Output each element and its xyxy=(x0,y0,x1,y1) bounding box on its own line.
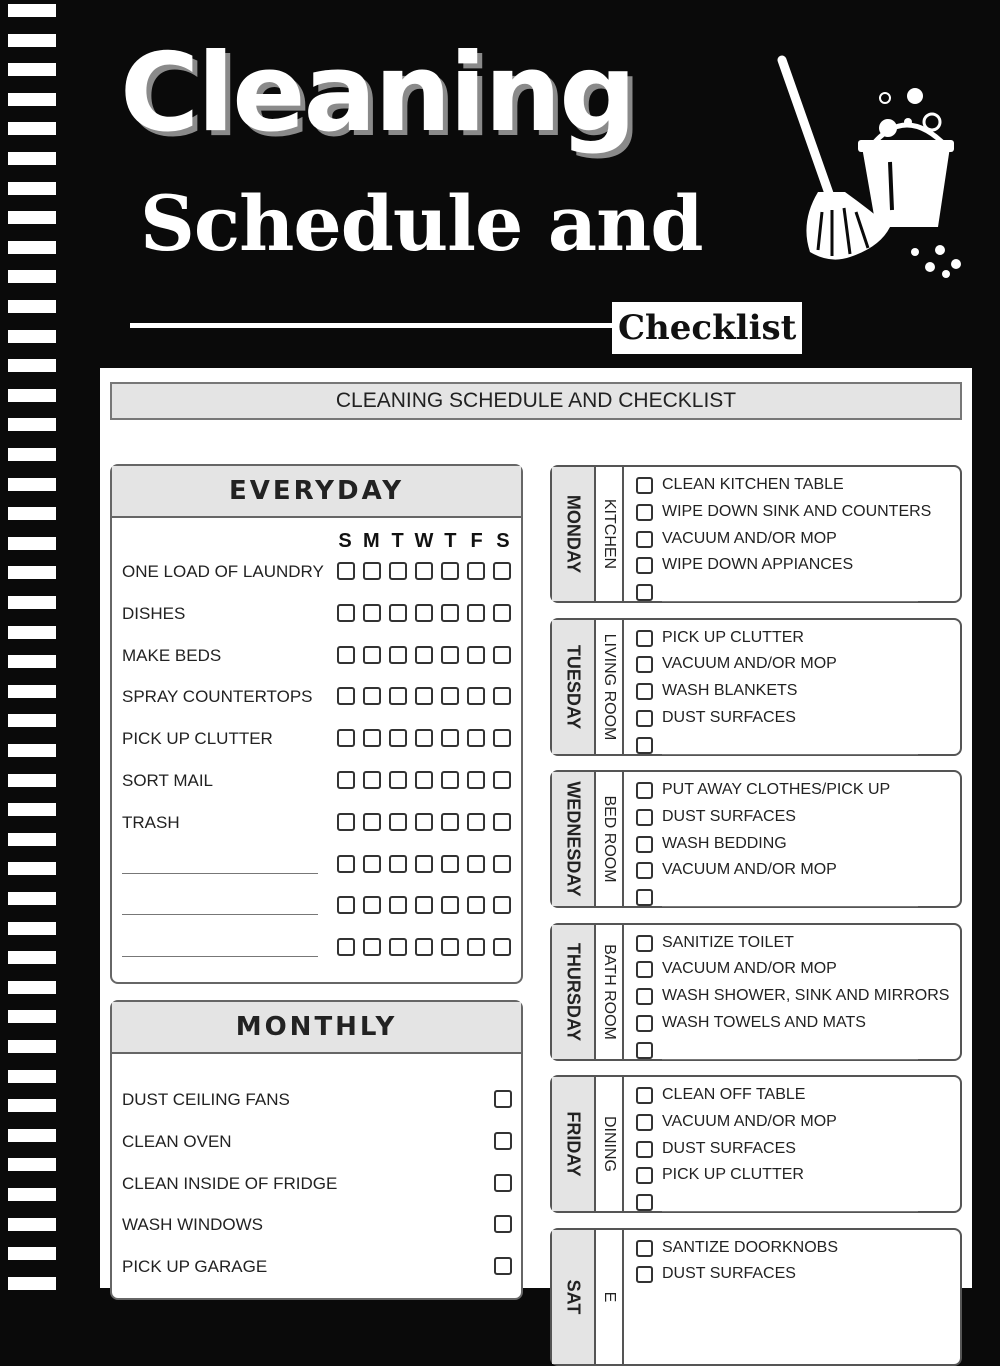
spiral-ring xyxy=(8,1099,56,1112)
checkbox[interactable] xyxy=(493,687,511,705)
room-task xyxy=(636,502,956,524)
room-task xyxy=(636,834,956,856)
checkbox[interactable] xyxy=(494,1090,512,1108)
task-label: PICK UP CLUTTER xyxy=(662,628,804,646)
task-label: DUST SURFACES xyxy=(662,1139,796,1157)
task-label: WIPE DOWN SINK AND COUNTERS xyxy=(662,502,932,520)
checkbox[interactable] xyxy=(467,562,485,580)
everyday-row xyxy=(122,727,517,753)
day-checkboxes xyxy=(337,687,511,705)
room-label-column xyxy=(596,1077,624,1211)
spiral-ring xyxy=(8,122,56,135)
checkbox[interactable] xyxy=(363,771,381,789)
checkbox[interactable] xyxy=(389,687,407,705)
checkbox[interactable] xyxy=(363,687,381,705)
checkbox[interactable] xyxy=(636,710,653,727)
room-label: DINING xyxy=(601,1116,618,1172)
checkbox[interactable] xyxy=(337,646,355,664)
day-label: SAT xyxy=(563,1279,584,1314)
room-task xyxy=(636,529,956,551)
task-label: DISHES xyxy=(122,603,186,623)
spiral-ring xyxy=(8,330,56,343)
checkbox[interactable] xyxy=(493,938,511,956)
checkbox[interactable] xyxy=(467,813,485,831)
spiral-ring xyxy=(8,4,56,17)
checkbox[interactable] xyxy=(467,646,485,664)
checkbox[interactable] xyxy=(363,813,381,831)
room-task xyxy=(636,1139,956,1161)
checkbox[interactable] xyxy=(415,562,433,580)
spiral-ring xyxy=(8,833,56,846)
blank-line xyxy=(662,906,918,907)
checkbox[interactable] xyxy=(467,729,485,747)
spiral-ring xyxy=(8,714,56,727)
day-checkboxes xyxy=(337,646,511,664)
everyday-row xyxy=(122,853,517,879)
day-panel-wednesday xyxy=(550,770,962,908)
room-label-column xyxy=(596,925,624,1059)
day-panel-thursday xyxy=(550,923,962,1061)
spiral-ring xyxy=(8,537,56,550)
weekday-letter: S xyxy=(338,530,352,552)
checkbox[interactable] xyxy=(636,782,653,799)
checkbox[interactable] xyxy=(636,862,653,879)
task-label: WASH BLANKETS xyxy=(662,682,798,700)
task-label: PICK UP GARAGE xyxy=(122,1257,268,1277)
checkbox[interactable] xyxy=(415,938,433,956)
weekday-header xyxy=(334,530,514,553)
day-panel-friday xyxy=(550,1075,962,1213)
cover-subtitle: Schedule and xyxy=(140,179,703,268)
checkbox[interactable] xyxy=(467,604,485,622)
checkbox[interactable] xyxy=(337,687,355,705)
day-checkboxes xyxy=(337,604,511,622)
checkbox[interactable] xyxy=(441,896,459,914)
sheet-title: CLEANING SCHEDULE AND CHECKLIST xyxy=(110,382,962,420)
checkbox[interactable] xyxy=(636,504,653,521)
spiral-ring xyxy=(8,241,56,254)
checkbox[interactable] xyxy=(441,646,459,664)
task-label: MAKE BEDS xyxy=(122,645,222,665)
checkbox[interactable] xyxy=(636,737,653,754)
cover-title: Cleaning xyxy=(120,31,635,156)
task-label: PICK UP CLUTTER xyxy=(662,1166,804,1184)
monthly-row xyxy=(122,1172,517,1198)
checkbox[interactable] xyxy=(636,656,653,673)
checkbox[interactable] xyxy=(337,729,355,747)
room-task xyxy=(636,887,956,909)
room-label: LIVING ROOM xyxy=(601,633,618,740)
day-label: TUESDAY xyxy=(563,644,584,729)
checkbox[interactable] xyxy=(337,771,355,789)
checkbox[interactable] xyxy=(441,813,459,831)
checkbox[interactable] xyxy=(467,896,485,914)
spiral-ring xyxy=(8,655,56,668)
checkbox[interactable] xyxy=(467,771,485,789)
room-task xyxy=(636,1238,956,1260)
checkbox[interactable] xyxy=(337,896,355,914)
spiral-ring xyxy=(8,922,56,935)
spiral-ring xyxy=(8,507,56,520)
checkbox[interactable] xyxy=(636,531,653,548)
checkbox[interactable] xyxy=(389,729,407,747)
everyday-row xyxy=(122,769,517,795)
spiral-ring xyxy=(8,359,56,372)
checkbox[interactable] xyxy=(415,729,433,747)
checkbox[interactable] xyxy=(415,604,433,622)
blank-line xyxy=(122,914,318,915)
day-checkboxes xyxy=(337,896,511,914)
day-label-column xyxy=(552,1230,596,1364)
room-task xyxy=(636,628,956,650)
room-task xyxy=(636,986,956,1008)
task-label: SANITIZE TOILET xyxy=(662,933,794,951)
monthly-row xyxy=(122,1130,517,1156)
blank-line xyxy=(662,754,918,755)
spiral-ring xyxy=(8,1277,56,1290)
everyday-row xyxy=(122,685,517,711)
room-task xyxy=(636,735,956,757)
checkbox[interactable] xyxy=(493,562,511,580)
spiral-ring xyxy=(8,626,56,639)
spiral-ring xyxy=(8,270,56,283)
room-label: E xyxy=(601,1291,618,1302)
day-label-column xyxy=(552,467,596,601)
checkbox[interactable] xyxy=(493,646,511,664)
checkbox[interactable] xyxy=(389,771,407,789)
checkbox[interactable] xyxy=(363,646,381,664)
day-checkboxes xyxy=(337,729,511,747)
checkbox[interactable] xyxy=(363,855,381,873)
monthly-panel xyxy=(110,1000,523,1300)
checkbox[interactable] xyxy=(441,771,459,789)
spiral-ring xyxy=(8,1188,56,1201)
checkbox[interactable] xyxy=(389,896,407,914)
checkbox[interactable] xyxy=(415,771,433,789)
task-label: VACUUM AND/OR MOP xyxy=(662,1112,837,1130)
room-task xyxy=(636,1165,956,1187)
checkbox[interactable] xyxy=(636,809,653,826)
spiral-ring xyxy=(8,93,56,106)
monthly-heading: MONTHLY xyxy=(112,1002,521,1054)
blank-line xyxy=(662,601,918,602)
checkbox[interactable] xyxy=(441,729,459,747)
spiral-ring xyxy=(8,981,56,994)
spiral-ring xyxy=(8,211,56,224)
room-label: BED ROOM xyxy=(601,795,618,883)
checkbox[interactable] xyxy=(389,562,407,580)
checkbox[interactable] xyxy=(636,630,653,647)
checkbox[interactable] xyxy=(389,604,407,622)
room-task xyxy=(636,933,956,955)
everyday-row xyxy=(122,894,517,920)
task-label: DUST SURFACES xyxy=(662,807,796,825)
checkbox[interactable] xyxy=(636,683,653,700)
day-panel-sat xyxy=(550,1228,962,1366)
task-label: WASH SHOWER, SINK AND MIRRORS xyxy=(662,987,950,1005)
checkbox[interactable] xyxy=(494,1215,512,1233)
day-label: FRIDAY xyxy=(563,1111,584,1177)
everyday-row xyxy=(122,560,517,586)
checkbox[interactable] xyxy=(636,836,653,853)
room-task xyxy=(636,555,956,577)
spiral-ring xyxy=(8,744,56,757)
checkbox[interactable] xyxy=(636,1194,653,1211)
checklist-tag: Checklist xyxy=(612,302,802,354)
spiral-ring xyxy=(8,448,56,461)
weekday-letter: M xyxy=(362,530,380,552)
day-checkboxes xyxy=(337,855,511,873)
task-label: DUST SURFACES xyxy=(662,708,796,726)
checkbox[interactable] xyxy=(467,687,485,705)
spiral-ring xyxy=(8,478,56,491)
day-checkboxes xyxy=(337,562,511,580)
task-label: ONE LOAD OF LAUNDRY xyxy=(122,562,324,581)
room-task xyxy=(636,654,956,676)
room-task xyxy=(636,1085,956,1107)
task-label: CLEAN INSIDE OF FRIDGE xyxy=(122,1173,338,1193)
checkbox[interactable] xyxy=(636,557,653,574)
day-label-column xyxy=(552,925,596,1059)
room-label-column xyxy=(596,1230,624,1364)
room-task xyxy=(636,959,956,981)
checkbox[interactable] xyxy=(441,604,459,622)
checkbox[interactable] xyxy=(493,813,511,831)
spiral-ring xyxy=(8,1129,56,1142)
checkbox[interactable] xyxy=(337,855,355,873)
checkbox[interactable] xyxy=(415,813,433,831)
task-label: TRASH xyxy=(122,812,180,832)
everyday-row xyxy=(122,936,517,962)
day-checkboxes xyxy=(337,771,511,789)
day-label: WEDNESDAY xyxy=(563,781,584,897)
mop-bucket-icon xyxy=(770,52,970,282)
task-label: SORT MAIL xyxy=(122,771,214,790)
monthly-row xyxy=(122,1088,517,1114)
spiral-ring xyxy=(8,1218,56,1231)
spiral-ring xyxy=(8,1247,56,1260)
room-task xyxy=(636,1112,956,1134)
checkbox[interactable] xyxy=(493,896,511,914)
checkbox[interactable] xyxy=(493,604,511,622)
divider-line xyxy=(130,323,620,328)
room-task xyxy=(636,807,956,829)
spiral-ring xyxy=(8,862,56,875)
checkbox[interactable] xyxy=(636,1141,653,1158)
checkbox[interactable] xyxy=(415,687,433,705)
monthly-row xyxy=(122,1213,517,1239)
checkbox[interactable] xyxy=(636,988,653,1005)
spiral-ring xyxy=(8,685,56,698)
checkbox[interactable] xyxy=(467,855,485,873)
day-label-column xyxy=(552,1077,596,1211)
checkbox[interactable] xyxy=(636,1240,653,1257)
room-task xyxy=(636,780,956,802)
checkbox[interactable] xyxy=(636,584,653,601)
checkbox[interactable] xyxy=(494,1257,512,1275)
checkbox[interactable] xyxy=(636,889,653,906)
spiral-ring xyxy=(8,63,56,76)
weekday-letter: T xyxy=(391,530,404,552)
spiral-ring xyxy=(8,596,56,609)
checkbox[interactable] xyxy=(636,1087,653,1104)
blank-line xyxy=(122,873,318,874)
room-task xyxy=(636,582,956,604)
task-label: VACUUM AND/OR MOP xyxy=(662,960,837,978)
checkbox[interactable] xyxy=(494,1132,512,1150)
room-label-column xyxy=(596,620,624,754)
checkbox[interactable] xyxy=(415,646,433,664)
room-label: KITCHEN xyxy=(601,498,618,570)
checkbox[interactable] xyxy=(441,687,459,705)
day-label: THURSDAY xyxy=(563,942,584,1041)
checkbox[interactable] xyxy=(441,562,459,580)
checkbox[interactable] xyxy=(363,896,381,914)
task-label: WIPE DOWN APPIANCES xyxy=(662,556,854,574)
checkbox[interactable] xyxy=(493,729,511,747)
spiral-ring xyxy=(8,1158,56,1171)
room-task xyxy=(636,681,956,703)
checkbox[interactable] xyxy=(389,938,407,956)
spiral-ring xyxy=(8,774,56,787)
checkbox[interactable] xyxy=(441,855,459,873)
checkbox[interactable] xyxy=(636,935,653,952)
spiral-ring xyxy=(8,566,56,579)
weekday-letter: T xyxy=(444,530,457,552)
checkbox[interactable] xyxy=(363,938,381,956)
checkbox[interactable] xyxy=(389,646,407,664)
checkbox[interactable] xyxy=(493,855,511,873)
spiral-ring xyxy=(8,892,56,905)
spiral-ring xyxy=(8,34,56,47)
checkbox[interactable] xyxy=(415,855,433,873)
task-label: VACUUM AND/OR MOP xyxy=(662,861,837,879)
task-label: WASH WINDOWS xyxy=(122,1215,264,1235)
checkbox[interactable] xyxy=(415,896,433,914)
everyday-heading: EVERYDAY xyxy=(112,466,521,518)
spiral-ring xyxy=(8,1010,56,1023)
checkbox[interactable] xyxy=(389,855,407,873)
spiral-ring xyxy=(8,389,56,402)
weekday-letter: F xyxy=(470,530,483,552)
task-label: SPRAY COUNTERTOPS xyxy=(122,687,313,707)
everyday-panel xyxy=(110,464,523,984)
room-task xyxy=(636,1040,956,1062)
task-label: VACUUM AND/OR MOP xyxy=(662,655,837,673)
day-checkboxes xyxy=(337,938,511,956)
checkbox[interactable] xyxy=(363,729,381,747)
day-label: MONDAY xyxy=(563,494,584,574)
everyday-row xyxy=(122,644,517,670)
checkbox[interactable] xyxy=(636,1114,653,1131)
room-task xyxy=(636,1192,956,1214)
task-label: PUT AWAY CLOTHES/PICK UP xyxy=(662,781,891,798)
spiral-ring xyxy=(8,1070,56,1083)
checkbox[interactable] xyxy=(636,1042,653,1059)
checkbox[interactable] xyxy=(337,562,355,580)
blank-line xyxy=(662,1059,918,1060)
task-label: PICK UP CLUTTER xyxy=(122,729,273,749)
checkbox[interactable] xyxy=(363,604,381,622)
weekday-letter: W xyxy=(414,530,434,552)
monthly-row xyxy=(122,1255,517,1281)
checkbox[interactable] xyxy=(494,1174,512,1192)
checkbox[interactable] xyxy=(636,961,653,978)
room-task xyxy=(636,1264,956,1286)
room-task xyxy=(636,708,956,730)
checkbox[interactable] xyxy=(636,1015,653,1032)
task-label: SANTIZE DOORKNOBS xyxy=(662,1238,839,1256)
day-checkboxes xyxy=(337,813,511,831)
task-label: DUST CEILING FANS xyxy=(122,1090,290,1109)
room-task xyxy=(636,1013,956,1035)
room-label-column xyxy=(596,467,624,601)
checkbox[interactable] xyxy=(363,562,381,580)
spiral-ring xyxy=(8,803,56,816)
spiral-ring xyxy=(8,1040,56,1053)
task-label: WASH BEDDING xyxy=(662,834,787,852)
room-task xyxy=(636,860,956,882)
checkbox[interactable] xyxy=(337,813,355,831)
checkbox[interactable] xyxy=(337,604,355,622)
spiral-binding xyxy=(0,0,62,1293)
room-label-column xyxy=(596,772,624,906)
spiral-ring xyxy=(8,152,56,165)
blank-line xyxy=(662,1211,918,1212)
checkbox[interactable] xyxy=(493,771,511,789)
room-label: BATH ROOM xyxy=(601,943,618,1040)
everyday-row xyxy=(122,602,517,628)
spiral-ring xyxy=(8,300,56,313)
day-label-column xyxy=(552,620,596,754)
task-label: CLEAN OFF TABLE xyxy=(662,1086,806,1103)
task-label: CLEAN OVEN xyxy=(122,1131,232,1151)
task-label: VACUUM AND/OR MOP xyxy=(662,529,837,547)
task-label: WASH TOWELS AND MATS xyxy=(662,1013,866,1031)
checklist-sheet xyxy=(100,368,972,1314)
spiral-ring xyxy=(8,182,56,195)
room-task xyxy=(636,475,956,497)
checkbox[interactable] xyxy=(636,1167,653,1184)
checkbox[interactable] xyxy=(389,813,407,831)
day-label-column xyxy=(552,772,596,906)
blank-line xyxy=(122,956,318,957)
spiral-ring xyxy=(8,951,56,964)
checkbox[interactable] xyxy=(636,477,653,494)
checkbox[interactable] xyxy=(441,938,459,956)
checkbox[interactable] xyxy=(636,1266,653,1283)
task-label: DUST SURFACES xyxy=(662,1265,796,1283)
task-label: CLEAN KITCHEN TABLE xyxy=(662,476,844,493)
spiral-ring xyxy=(8,418,56,431)
weekday-letter: S xyxy=(496,530,510,552)
day-panel-monday xyxy=(550,465,962,603)
everyday-row xyxy=(122,811,517,837)
checkbox[interactable] xyxy=(337,938,355,956)
checkbox[interactable] xyxy=(467,938,485,956)
day-panel-tuesday xyxy=(550,618,962,756)
